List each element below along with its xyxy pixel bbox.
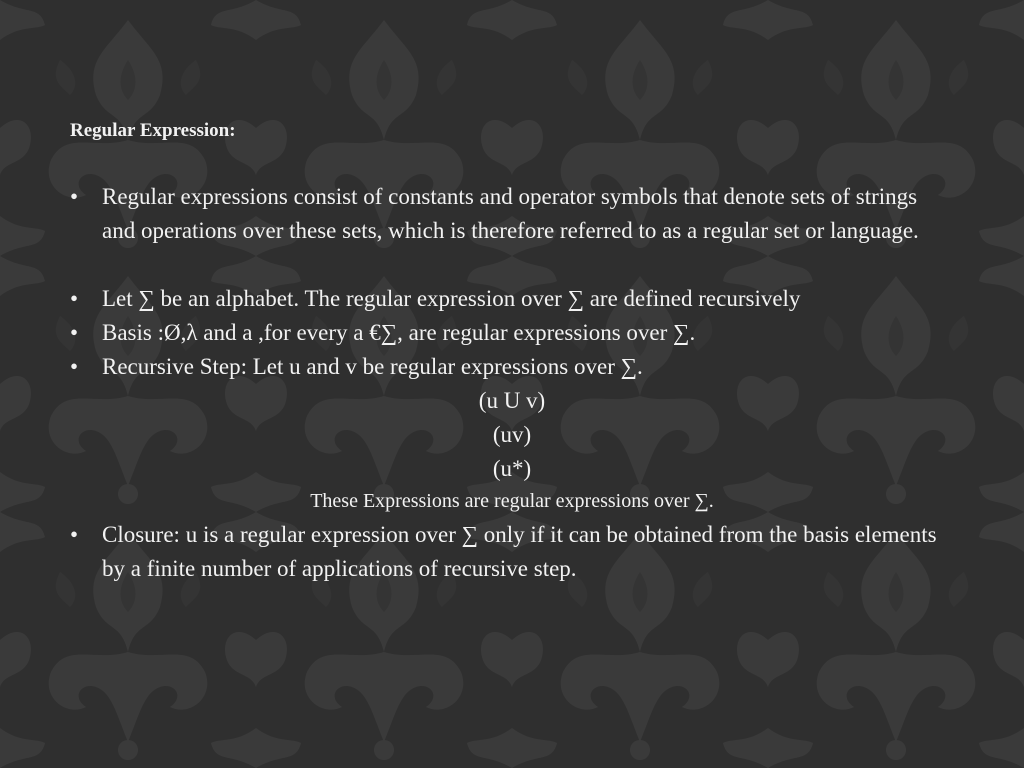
expression-kleene-star: (u*) [492,456,532,481]
expression-union: (u U v) [478,388,546,413]
expressions-note: These Expressions are regular expressions over ∑. [310,490,714,512]
bullet-item-basis [70,316,950,350]
bullet-icon: • [70,320,79,345]
expression-concatenation: (uv) [492,422,532,447]
bullet-text: Closure: u is a regular expression over ∑ only if it can be obtained from the basis elements by a finite number of applications of recursive step. [102,522,937,581]
bullet-text: Recursive Step: Let u and v be regular expressions over ∑. [102,354,643,379]
bullet-icon: • [70,354,79,379]
bullet-item-recursive-step [70,350,950,384]
bullet-text: Regular expressions consist of constants and operator symbols that denote sets of strings and operations over these sets, which is therefore referred to as a regular set or language. [102,184,919,243]
bullet-icon: • [70,184,79,209]
bullet-item-alphabet [70,282,950,316]
slide-title: Regular Expression: [70,120,236,141]
bullet-item-closure [70,518,950,586]
bullet-text: Let ∑ be an alphabet. The regular expression over ∑ are defined recursively [102,286,801,311]
bullet-icon: • [70,522,79,547]
bullet-item-definition [70,180,950,248]
bullet-icon: • [70,286,79,311]
bullet-text: Basis :Ø,λ and a ,for every a €∑, are regular expressions over ∑. [102,320,696,345]
